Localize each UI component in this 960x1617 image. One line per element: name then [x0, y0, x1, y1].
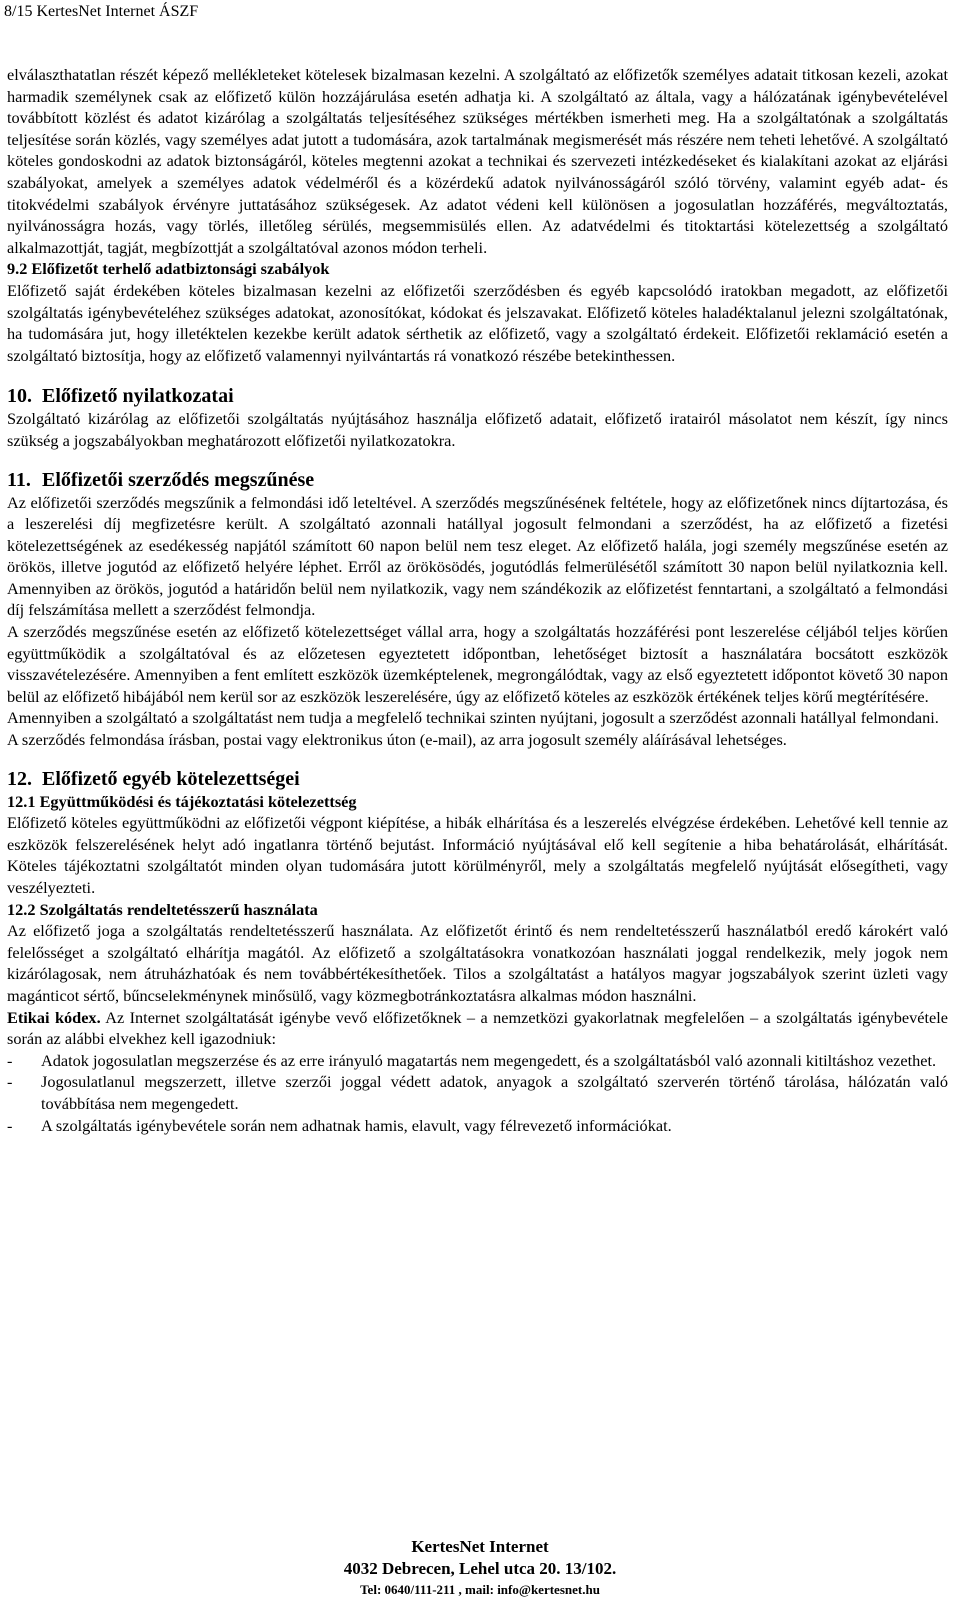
- list-item-text: Adatok jogosulatlan megszerzése és az erre irányuló magatartás nem megengedett, és a szolgáltatásból való azonnali kitiltáshoz vezethet.: [41, 1050, 937, 1070]
- section-10-number: 10.: [7, 385, 32, 408]
- section-11-paragraph-2: A szerződés megszűnése esetén az előfizető kötelezettséget vállal arra, hogy a szolgáltatás hozzáférési pont leszerelése céljából teljes körűen együttműködik a szolgáltatóval és az előzetesen egyeztetett időpontban, lehetőséget biztosít a használatára bocsátott eszközök visszavételezésére. Amennyiben a fent említett eszközök üzemképtelenek, megrongálódtak, vagy az első egyeztetett időpontot követő 30 napon belül az előfizető hibájából nem kerül sor az eszközök leszerelésére, úgy az előfizető köteles az eszközök értékének teljes körű megtérítésére.: [7, 622, 948, 706]
- section-9-2-heading: 9.2 Előfizetőt terhelő adatbiztonsági szabályok: [7, 259, 330, 279]
- list-item: [7, 1071, 948, 1114]
- footer-address: 4032 Debrecen, Lehel utca 20. 13/102.: [343, 1559, 617, 1578]
- footer-company: KertesNet Internet: [411, 1537, 549, 1556]
- page-footer: [0, 1536, 960, 1599]
- ethics-label: Etikai kódex.: [7, 1007, 101, 1027]
- page-header: [4, 2, 198, 22]
- section-10-title: Előfizető nyilatkozatai: [42, 385, 234, 408]
- section-12-1-text: Előfizető köteles együttműködni az előfizetői végpont kiépítése, a hibák elhárítása és a leszerelés elvégzése érdekében. Lehetővé kell tennie az eszközök felszerelésének helyt adó ingatlanra történő bejutást. Információ nyújtásával elő kell segítenie a hiba behatárolását, elhárítását. Köteles tájékoztatni szolgáltatót minden olyan tudomására jutott körülményről, mely a szolgáltatás megfelelő nyújtását elősegítheti, vagy veszélyezteti.: [7, 813, 948, 897]
- section-12-number: 12.: [7, 767, 32, 790]
- section-12-heading: [7, 767, 948, 791]
- ethics-list: [7, 1050, 948, 1136]
- section-10-heading: [7, 384, 948, 408]
- section-12-1-heading: 12.1 Együttműködési és tájékoztatási kötelezettség: [7, 791, 357, 811]
- section-11-title: Előfizetői szerződés megszűnése: [42, 468, 315, 491]
- list-item: [7, 1050, 948, 1072]
- document-body: [7, 64, 948, 1136]
- section-11-paragraph-3: Amennyiben a szolgáltató a szolgáltatást nem tudja a megfelelő technikai szinten nyújtani, jogosult a szerződést azonnali hatállyal felmondani.: [7, 708, 939, 728]
- list-item-text: A szolgáltatás igénybevétele során nem adhatnak hamis, elavult, vagy félrevezető információkat.: [41, 1115, 672, 1135]
- section-11-paragraph-1: Az előfizetői szerződés megszűnik a felmondási idő leteltével. A szerződés megszűnésének feltétele, hogy az előfizetőnek nincs díjtartozása, és a leszerelési díj megfizetésre került. A szolgáltató azonnali hatállyal jogosult felmondani a szerződést, ha az előfizető a fizetési kötelezettségének az esedékesség napjától számított 60 napon belül nem tesz eleget. Az előfizető halála, jogi személy megszűnése esetén az örökös, illetve jogutód az előfizető helyére léphet. Erről az örökösödés, jogutódlás felmerülésétől számított 30 napon belül nyilatkoznia kell. Amennyiben az örökös, jogutód a határidőn belül nem nyilatkozik, vagy nem szándékozik az előfizetést fenntartani, a szolgáltató a felmondási díj felszámítása mellett a szerződést felmondja.: [7, 492, 948, 620]
- ethics-paragraph: [7, 1007, 948, 1050]
- section-12-2-text: Az előfizető joga a szolgáltatás rendeltetésszerű használata. Az előfizetőt érintő és nem rendeltetésszerű használatból eredő károkért való felelősséget a szolgáltató elhárítja magától. Az előfizető a szolgáltatásokra vonatkozóan használati joggal rendelkezik, mely jogok nem kizárólagosak, nem átruházhatóak és nem továbbértékesíthetőek. Tilos a szolgáltatást a hatályos magyar jogszabályok szerint üzleti vagy magánticot sértő, bűncselekménynek minősülő, vagy közmegbotránkoztatásra alkalmas módon használni.: [7, 921, 948, 1005]
- list-item: [7, 1115, 948, 1137]
- page-label: 8/15 KertesNet Internet ÁSZF: [4, 3, 199, 20]
- section-11-heading: [7, 468, 948, 492]
- ethics-text: Az Internet szolgáltatását igénybe vevő előfizetőknek – a nemzetközi gyakorlatnak megfelelően – a szolgáltatás igénybevétele során az alábbi elvekhez kell igazodniuk:: [7, 1007, 948, 1049]
- section-11-paragraph-4: A szerződés felmondása írásban, postai vagy elektronikus úton (e-mail), az arra jogosult személy aláírásával lehetséges.: [7, 730, 787, 750]
- dash-bullet: -: [7, 1115, 13, 1135]
- section-12-2-heading: 12.2 Szolgáltatás rendeltetésszerű használata: [7, 899, 318, 919]
- section-9-2-text: Előfizető saját érdekében köteles bizalmasan kezelni az előfizetői szerződésben és egyéb kapcsolódó iratokban megadott, az előfizetői szolgáltatás igénybevételéhez szükséges adatokat, azonosítókat, kódokat és jelszavakat. Előfizető köteles haladéktalanul jelezni szolgáltatónak, ha tudomására jut, hogy illetéktelen kezekbe került adatok sérthetik az előfizető, vagy a szolgáltató érdekeit. Előfizetői reklamáció esetén a szolgáltató biztosítja, hogy az előfizető valamennyi nyilvántartás rá vonatkozó részébe betekinthessen.: [7, 280, 948, 365]
- section-11-number: 11.: [7, 468, 31, 491]
- list-item-text: Jogosulatlanul megszerzett, illetve szerzői joggal védett adatok, anyagok a szolgáltató szerverén történő tárolása, hálózatán való továbbítása nem megengedett.: [41, 1072, 948, 1113]
- dash-bullet: -: [7, 1072, 13, 1092]
- intro-paragraph: elválaszthatatlan részét képező mellékleteket kötelesek bizalmasan kezelni. A szolgáltató az előfizetők személyes adatait titkosan kezeli, azokat harmadik személynek csak az előfizető külön hozzájárulása esetén adhatja ki. A szolgáltató az általa, vagy a hálózatának igénybevételével továbbított közlést és adatot kizárólag a szolgáltatás teljesítéséhez szükséges mértékben ismerheti meg. Ha a szolgáltatónak a szolgáltatás teljesítése során közlés, vagy személyes adat jutott a tudomására, azok tartalmának megismerését más részére nem teheti lehetővé. A szolgáltató köteles gondoskodni az adatok biztonságáról, köteles megtenni azokat a technikai és szervezeti intézkedéseket és kialakítani azokat az eljárási szabályokat, amelyek a személyes adatok védelméről és a közérdekű adatok nyilvánosságáról szóló törvény, valamint egyéb adat- és titokvédelmi szabályok érvényre juttatásához szükségesek. Az adatot védeni kell különösen a jogosulatlan hozzáférés, megváltoztatás, nyilvánosságra hozás, vagy törlés, illetőleg sérülés, megsemmisülés ellen. Az adatvédelmi és titoktartási kötelezettség a szolgáltató alkalmazottját, tagját, megbízottját a szolgáltatóval azonos módon terheli.: [7, 65, 948, 257]
- section-10-text: Szolgáltató kizárólag az előfizetői szolgáltatás nyújtásához használja előfizető adatait, előfizető iratairól másolatot nem készít, így nincs szükség a jogszabályokban meghatározott előfizetői nyilatkozatokra.: [7, 409, 948, 450]
- footer-contact: Tel: 0640/111-211 , mail: info@kertesnet.hu: [360, 1582, 600, 1597]
- section-12-title: Előfizető egyéb kötelezettségei: [42, 767, 300, 790]
- dash-bullet: -: [7, 1050, 13, 1070]
